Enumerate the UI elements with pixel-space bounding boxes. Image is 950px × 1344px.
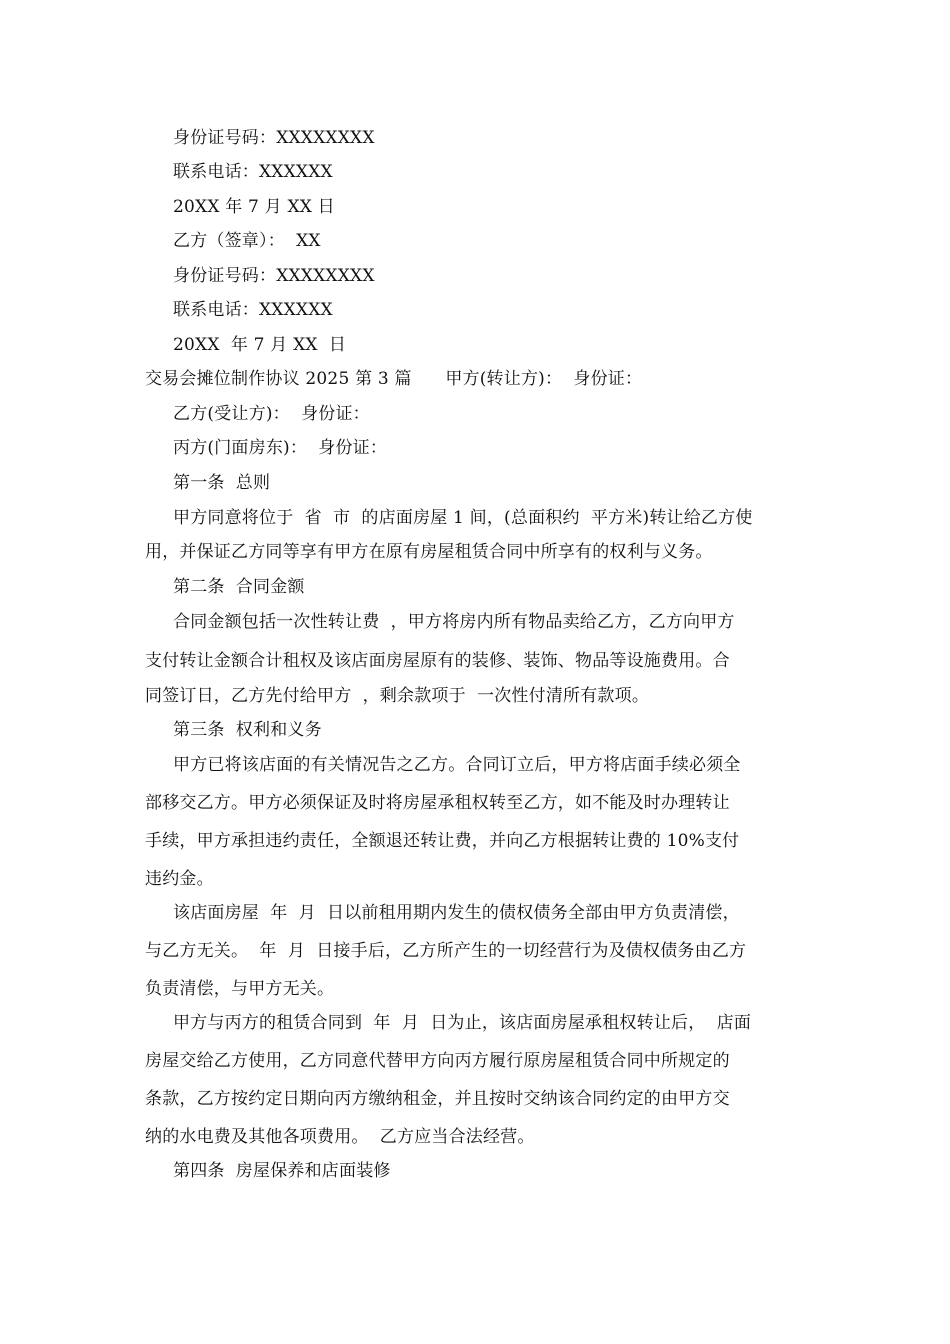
article-2-text: 支付转让金额合计租权及该店面房屋原有的装修、装饰、物品等设施费用。合 <box>145 651 730 671</box>
article-3-text: 部移交乙方。甲方必须保证及时将房屋承租权转至乙方，如不能及时办理转让 <box>145 793 730 813</box>
article-3-lease-text: 甲方与丙方的租赁合同到 年 月 日为止，该店面房屋承租权转让后， 店面 <box>173 1013 752 1033</box>
article-3-debt-text: 该店面房屋 年 月 日以前租用期内发生的债权债务全部由甲方负责清偿， <box>173 903 740 923</box>
seller-phone: 联系电话：XXXXXX <box>173 162 333 182</box>
agreement-title-line: 交易会摊位制作协议 2025 第 3 篇 甲方(转让方)： 身份证： <box>145 369 643 389</box>
party-b-phone: 联系电话：XXXXXX <box>173 300 333 320</box>
seller-id-number: 身份证号码：XXXXXXXX <box>173 128 375 148</box>
party-b-signature: 乙方（签章）： XX <box>173 231 321 251</box>
party-b-id-number: 身份证号码：XXXXXXXX <box>173 266 375 286</box>
article-3-lease-text: 条款，乙方按约定日期向丙方缴纳租金，并且按时交纳该合同约定的由甲方交 <box>145 1089 730 1109</box>
article-2-text: 合同金额包括一次性转让费 ，甲方将房内所有物品卖给乙方，乙方向甲方 <box>173 612 735 632</box>
party-c-landlord: 丙方(门面房东)： 身份证： <box>173 438 388 458</box>
article-3-lease-text: 纳的水电费及其他各项费用。 乙方应当合法经营。 <box>145 1127 535 1147</box>
article-3-debt-text: 负责清偿，与甲方无关。 <box>145 979 335 999</box>
seller-date: 20XX 年 7 月 XX 日 <box>173 197 335 217</box>
article-3-heading: 第三条 权利和义务 <box>173 720 322 740</box>
article-1-text: 用，并保证乙方同等享有甲方在原有房屋租赁合同中所享有的权利与义务。 <box>145 542 713 562</box>
article-3-lease-text: 房屋交给乙方使用，乙方同意代替甲方向丙方履行原房屋租赁合同中所规定的 <box>145 1051 730 1071</box>
article-3-text: 违约金。 <box>145 869 214 889</box>
article-1-heading: 第一条 总则 <box>173 473 271 493</box>
article-1-text: 甲方同意将位于 省 市 的店面房屋 1 间，(总面积约 平方米)转让给乙方使 <box>173 508 753 528</box>
article-3-debt-text: 与乙方无关。 年 月 日接手后，乙方所产生的一切经营行为及债权债务由乙方 <box>145 941 747 961</box>
article-3-text: 甲方已将该店面的有关情况告之乙方。合同订立后，甲方将店面手续必须全 <box>173 755 741 775</box>
article-2-text: 同签订日，乙方先付给甲方 ，剩余款项于 一次性付清所有款项。 <box>145 686 650 706</box>
party-b-date: 20XX 年 7 月 XX 日 <box>173 335 347 355</box>
party-b-transferee: 乙方(受让方)： 身份证： <box>173 404 370 424</box>
article-4-heading: 第四条 房屋保养和店面装修 <box>173 1161 391 1181</box>
article-2-heading: 第二条 合同金额 <box>173 577 305 597</box>
article-3-text: 手续，甲方承担违约责任，全额退还转让费，并向乙方根据转让费的 10%支付 <box>145 831 740 851</box>
